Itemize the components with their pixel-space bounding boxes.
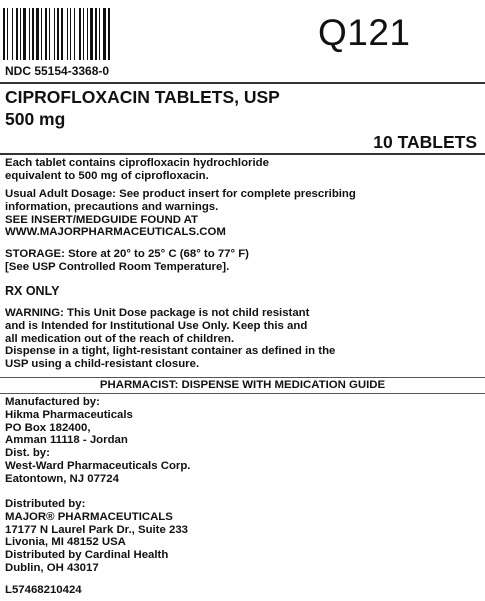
barcode-bar [83,8,84,60]
barcode-bar [23,8,26,60]
divider [0,393,485,394]
barcode-bar [3,8,5,60]
barcode-bar [108,8,110,60]
barcode-bar [20,8,21,60]
distributor-info [5,498,188,575]
barcode-bar [70,8,71,60]
barcode-bar [79,8,81,60]
barcode-bar [41,8,42,60]
text-line: Distributed by: [5,498,86,510]
barcode-bar [16,8,18,60]
barcode-bar [103,8,106,60]
text-line: information, precautions and warnings. [5,200,219,213]
barcode-bar [99,8,100,60]
barcode-bar [61,8,63,60]
product-title [5,86,280,130]
text-line: Amman 11118 - Jordan [5,434,128,447]
product-name: CIPROFLOXACIN TABLETS, USP [5,87,280,107]
product-code: Q121 [318,12,411,53]
barcode-bar [57,8,59,60]
text-line: Livonia, MI 48152 USA [5,536,126,549]
text-line: MAJOR® PHARMACEUTICALS [5,510,173,523]
barcode-bar [12,8,13,60]
text-line: Usual Adult Dosage: See product insert for complete prescribing [5,188,356,200]
tablet-count: 10 TABLETS [373,132,477,152]
barcode [3,8,151,60]
text-line: Hikma Pharmaceuticals [5,408,133,421]
text-line: Distributed by Cardinal Health [5,549,169,562]
product-strength: 500 mg [5,109,66,129]
pharmacist-notice: PHARMACIST: DISPENSE WITH MEDICATION GUIDE [99,379,386,391]
barcode-bar [49,8,50,60]
divider [0,153,485,155]
warning-text [5,307,335,371]
text-line: Dist. by: [5,447,50,460]
text-line: PO Box 182400, [5,421,91,434]
divider [0,377,485,378]
barcode-bar [54,8,55,60]
barcode-bar [36,8,39,60]
barcode-bar [74,8,75,60]
text-line: WARNING: This Unit Dose package is not child resistant [5,307,310,319]
lot-number: L57468210424 [5,584,82,596]
text-line: all medication out of the reach of children. [5,332,235,345]
composition-text [5,157,269,183]
barcode-bar [29,8,30,60]
barcode-bar [32,8,34,60]
text-line: STORAGE: Store at 20° to 25° C (68° to 77° F) [5,248,249,260]
text-line: and is Intended for Institutional Use Only. Keep this and [5,319,308,332]
text-line: USP using a child-resistant closure. [5,358,200,371]
barcode-bar [95,8,97,60]
barcode-bar [87,8,88,60]
barcode-bar [67,8,68,60]
dosage-text [5,188,356,239]
storage-text [5,248,249,274]
text-line: Each tablet contains ciprofloxacin hydrochloride [5,157,269,169]
barcode-bar [45,8,47,60]
text-line: Manufactured by: [5,396,100,408]
barcode-bar [90,8,93,60]
manufacturer-info [5,396,190,486]
text-line: Eatontown, NJ 07724 [5,472,119,485]
text-line: SEE INSERT/MEDGUIDE FOUND AT [5,213,199,226]
text-line: equivalent to 500 mg of ciprofloxacin. [5,169,209,182]
divider [0,82,485,84]
text-line: Dublin, OH 43017 [5,561,99,574]
text-line: [See USP Controlled Room Temperature]. [5,260,230,273]
text-line: 17177 N Laurel Park Dr., Suite 233 [5,523,188,536]
rx-only: RX ONLY [5,284,60,298]
ndc-number: NDC 55154-3368-0 [5,64,110,78]
barcode-bar [7,8,8,60]
text-line: WWW.MAJORPHARMACEUTICALS.COM [5,226,226,239]
text-line: Dispense in a tight, light-resistant container as defined in the [5,345,336,358]
text-line: West-Ward Pharmaceuticals Corp. [5,459,191,472]
